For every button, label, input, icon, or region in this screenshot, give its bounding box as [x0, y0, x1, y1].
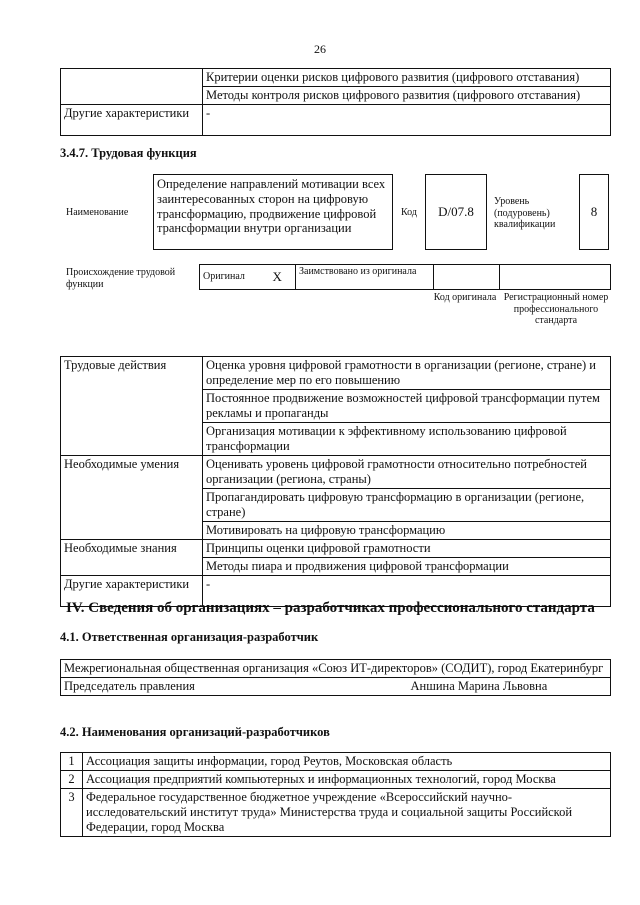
org-name: Ассоциация предприятий компьютерных и информационных технологий, город Москва	[83, 771, 611, 789]
row-value: Организация мотивации к эффективному использованию цифровой трансформации	[203, 423, 611, 456]
function-table	[60, 356, 611, 607]
signer-name: Аншина Марина Львовна	[410, 679, 548, 693]
table-row	[61, 456, 611, 489]
table-row	[61, 789, 611, 837]
row-label: Необходимые умения	[61, 456, 203, 540]
org-name: Ассоциация защиты информации, город Реутов, Московская область	[83, 753, 611, 771]
borrowed-label: Заимствовано из оригинала	[296, 265, 434, 290]
level-value-box: 8	[579, 174, 609, 250]
table-row	[61, 660, 611, 678]
responsible-org-table	[60, 659, 611, 696]
function-name-box: Определение направлений мотивации всех заинтересованных сторон на цифровую трансформацию, продвижение цифровой трансформации внутри организации	[153, 174, 393, 250]
code-original-cell	[434, 265, 500, 290]
name-label: Наименование	[66, 207, 129, 218]
row-value: Оценивать уровень цифровой грамотности относительно потребностей организации (региона, страны)	[203, 456, 611, 489]
row-value: Методы контроля рисков цифрового развития (цифрового отставания)	[203, 87, 611, 105]
signer-role: Председатель правления	[64, 679, 195, 693]
row-label: Необходимые знания	[61, 540, 203, 576]
row-value: Пропагандировать цифровую трансформацию в организации (регионе, стране)	[203, 489, 611, 522]
original-label: Оригинал	[200, 265, 260, 290]
row-label: Трудовые действия	[61, 357, 203, 456]
level-label: Уровень (подуровень) квалификации	[494, 196, 556, 230]
org-name: Федеральное государственное бюджетное учреждение «Всероссийский научно-исследовательский институт труда» Министерства труда и социальной защиты Российской Федерации, город Москва	[83, 789, 611, 837]
table-row	[200, 265, 611, 290]
code-original-caption: Код оригинала	[433, 292, 497, 303]
reg-number-cell	[500, 265, 611, 290]
page-number: 26	[314, 42, 326, 56]
code-value-box: D/07.8	[425, 174, 487, 250]
section-heading-41: 4.1. Ответственная организация-разработчик	[60, 630, 319, 644]
part-iv-heading: IV. Сведения об организациях – разработчиках профессионального стандарта	[66, 600, 595, 616]
table-row	[61, 357, 611, 390]
top-table	[60, 68, 611, 136]
section-heading-42: 4.2. Наименования организаций-разработчиков	[60, 725, 330, 739]
row-label: Другие характеристики	[61, 105, 203, 136]
row-value: -	[203, 576, 611, 607]
code-label: Код	[401, 207, 417, 218]
developer-orgs-table	[60, 752, 611, 837]
org-number: 2	[61, 771, 83, 789]
reg-number-caption: Регистрационный номер профессионального стандарта	[503, 292, 609, 326]
original-mark: X	[260, 265, 296, 290]
row-value: Оценка уровня цифровой грамотности в организации (регионе, стране) и определение мер по его повышению	[203, 357, 611, 390]
table-row	[61, 753, 611, 771]
section-heading-347: 3.4.7. Трудовая функция	[60, 146, 197, 160]
table-row	[61, 105, 611, 136]
row-label: Другие характеристики	[61, 576, 203, 607]
org-number: 1	[61, 753, 83, 771]
table-row	[61, 771, 611, 789]
row-value: -	[203, 105, 611, 136]
org-name: Межрегиональная общественная организация «Союз ИТ-директоров» (СОДИТ), город Екатеринбург	[61, 660, 611, 678]
table-row	[61, 540, 611, 558]
row-value: Критерии оценки рисков цифрового развития (цифрового отставания)	[203, 69, 611, 87]
org-number: 3	[61, 789, 83, 837]
origin-label: Происхождение трудовой функции	[66, 267, 176, 290]
row-value: Принципы оценки цифровой грамотности	[203, 540, 611, 558]
row-value: Постоянное продвижение возможностей цифровой трансформации путем рекламы и пропаганды	[203, 390, 611, 423]
row-value: Мотивировать на цифровую трансформацию	[203, 522, 611, 540]
row-label	[61, 69, 203, 105]
table-row	[61, 69, 611, 87]
signer-row	[61, 678, 611, 696]
origin-table	[199, 264, 611, 290]
row-value: Методы пиара и продвижения цифровой трансформации	[203, 558, 611, 576]
table-row	[61, 678, 611, 696]
